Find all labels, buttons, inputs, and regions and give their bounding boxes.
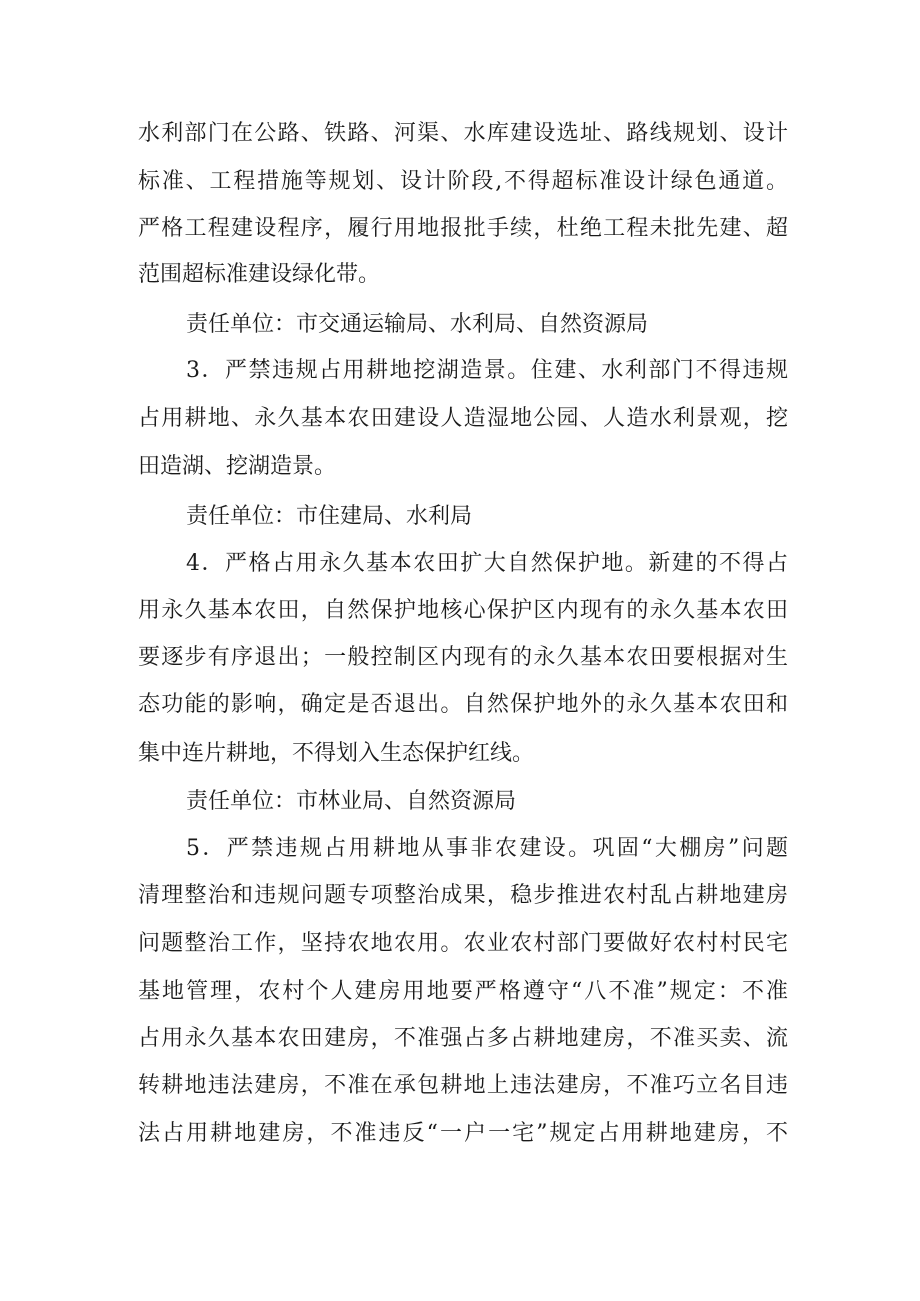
body-text-line: 转耕地违法建房，不准在承包耕地上违法建房，不准巧立名目违 — [138, 1073, 788, 1098]
body-text-line: 态功能的影响，确定是否退出。自然保护地外的永久基本农田和 — [138, 692, 788, 717]
responsible-unit-line: 责任单位：市交通运输局、水利局、自然资源局 — [186, 312, 649, 337]
body-text-line: 范围超标准建设绿化带。 — [138, 262, 381, 287]
section-heading-line: 3．严禁违规占用耕地挖湖造景。住建、水利部门不得违规 — [186, 358, 788, 383]
body-text-line: 问题整治工作，坚持农地农用。农业农村部门要做好农村村民宅 — [138, 931, 788, 956]
section-heading-line: 4．严格占用永久基本农田扩大自然保护地。新建的不得占 — [186, 551, 788, 576]
section-heading-line: 5．严禁违规占用耕地从事非农建设。巩固“大棚房”问题 — [186, 836, 788, 861]
body-text-line: 用永久基本农田，自然保护地核心保护区内现有的永久基本农田 — [138, 598, 788, 623]
body-text-line: 占用耕地、永久基本农田建设人造湿地公园、人造水利景观，挖 — [138, 406, 788, 431]
responsible-unit-line: 责任单位：市住建局、水利局 — [186, 504, 473, 529]
responsible-unit-line: 责任单位：市林业局、自然资源局 — [186, 789, 517, 814]
body-text-line: 田造湖、挖湖造景。 — [138, 454, 337, 479]
body-text-line: 占用永久基本农田建房，不准强占多占耕地建房，不准买卖、流 — [138, 1026, 788, 1051]
body-text-line: 要逐步有序退出；一般控制区内现有的永久基本农田要根据对生 — [138, 645, 788, 670]
body-text-line: 法占用耕地建房，不准违反“一户一宅”规定占用耕地建房，不 — [138, 1121, 788, 1146]
body-text-line: 清理整治和违规问题专项整治成果，稳步推进农村乱占耕地建房 — [138, 883, 788, 908]
body-text-line: 基地管理，农村个人建房用地要严格遵守“八不准”规定：不准 — [138, 979, 788, 1004]
body-text-line: 标准、工程措施等规划、设计阶段,不得超标准设计绿色通道。 — [138, 169, 788, 194]
body-text-line: 集中连片耕地，不得划入生态保护红线。 — [138, 741, 535, 766]
body-text-line: 严格工程建设程序，履行用地报批手续，杜绝工程未批先建、超 — [138, 216, 788, 241]
body-text-line: 水利部门在公路、铁路、河渠、水库建设选址、路线规划、设计 — [138, 121, 788, 146]
